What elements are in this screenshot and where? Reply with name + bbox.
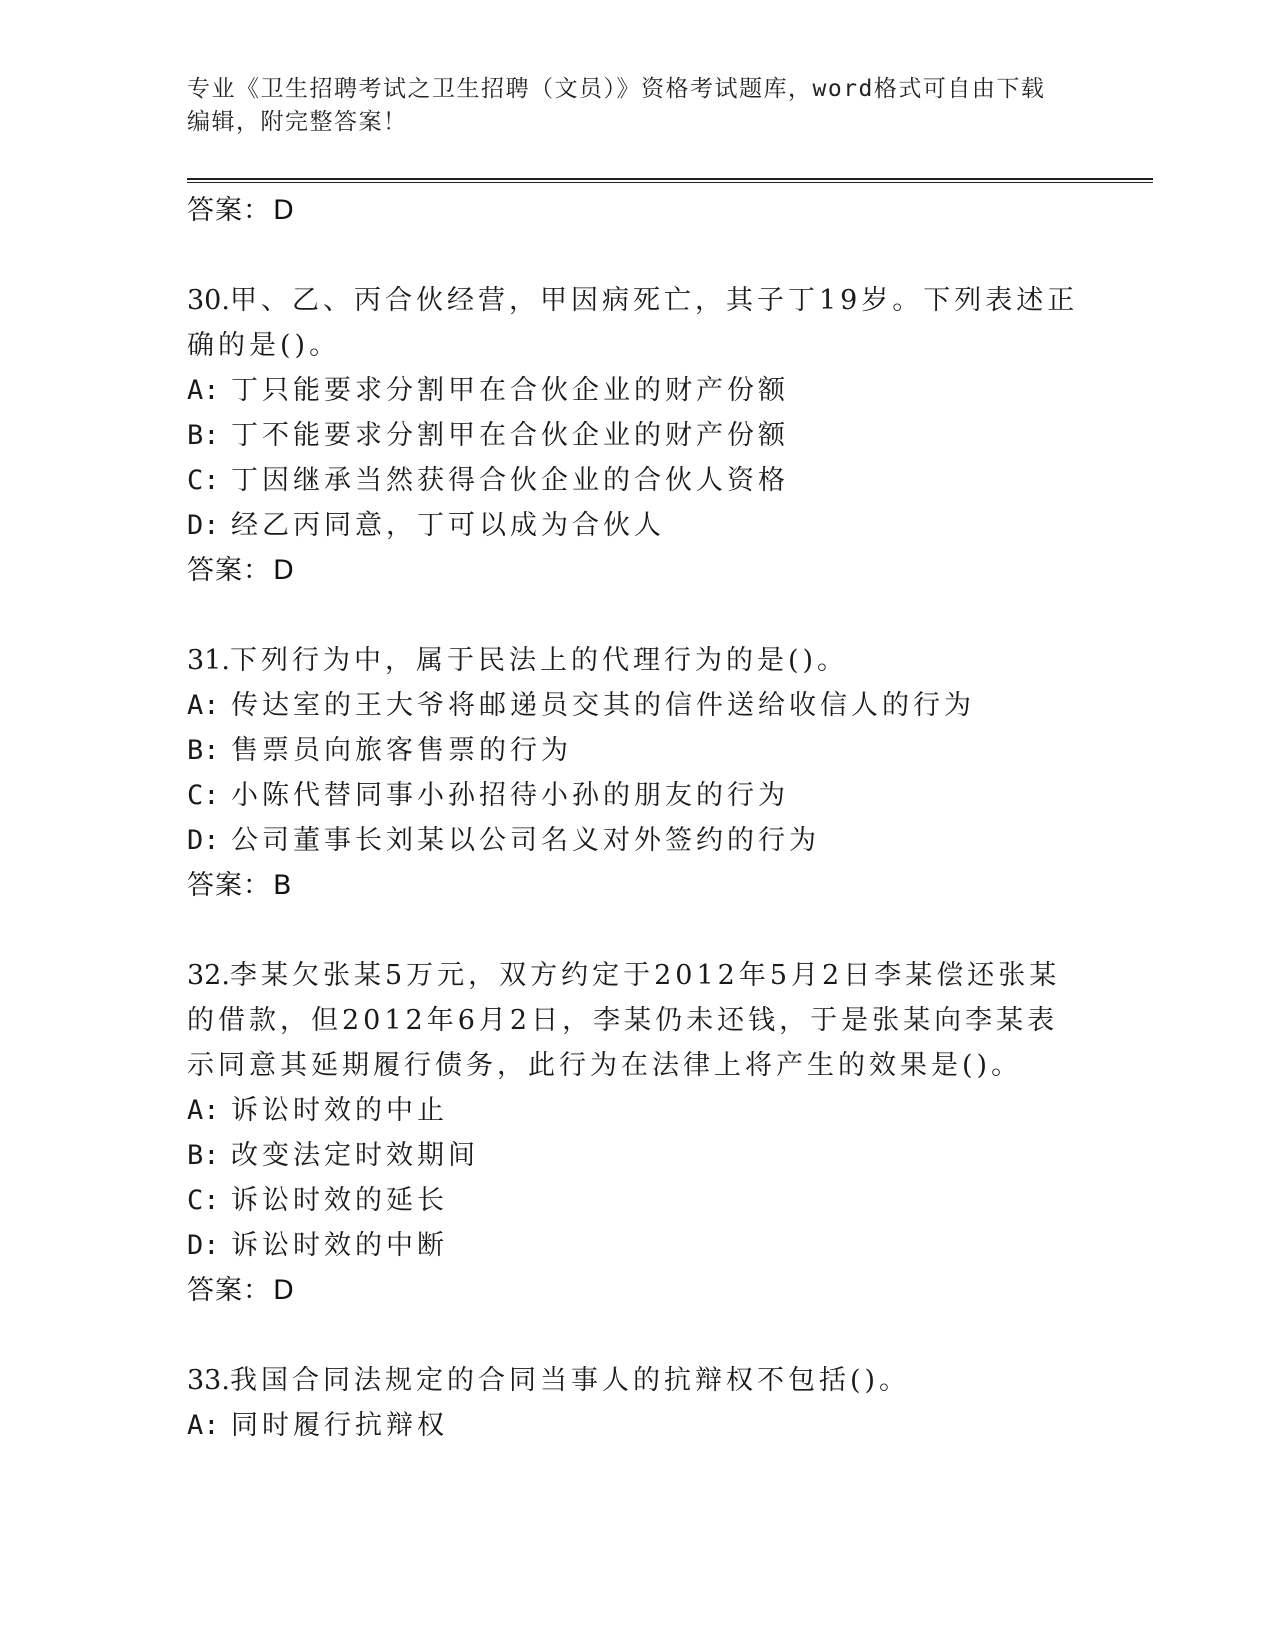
option-letter: D: bbox=[187, 1230, 220, 1261]
header-line-2: 编辑，附完整答案！ bbox=[187, 109, 408, 135]
option-text: 诉讼时效的延长 bbox=[231, 1185, 448, 1216]
question-31 bbox=[187, 638, 1153, 909]
option-a bbox=[187, 368, 1153, 413]
document-header bbox=[187, 73, 1087, 139]
option-text: 诉讼时效的中断 bbox=[231, 1230, 448, 1261]
option-b bbox=[187, 1133, 1153, 1178]
question-text: 我国合同法规定的合同当事人的抗辩权不包括()。 bbox=[229, 1365, 911, 1396]
option-letter: C: bbox=[187, 465, 220, 496]
option-text: 丁因继承当然获得合伙企业的合伙人资格 bbox=[231, 465, 789, 496]
question-list bbox=[187, 188, 1153, 1448]
question-number: 30. bbox=[187, 285, 230, 316]
question-number: 31. bbox=[187, 645, 230, 676]
option-b bbox=[187, 728, 1153, 773]
answer-value: B bbox=[273, 870, 293, 901]
header-divider bbox=[187, 178, 1153, 183]
answer-32 bbox=[187, 1268, 1153, 1314]
answer-value: D bbox=[273, 1275, 295, 1306]
option-text: 经乙丙同意，丁可以成为合伙人 bbox=[231, 510, 665, 541]
answer-30 bbox=[187, 548, 1153, 594]
option-letter: A: bbox=[187, 375, 220, 406]
option-d bbox=[187, 503, 1153, 548]
option-text: 售票员向旅客售票的行为 bbox=[231, 735, 572, 766]
option-text: 改变法定时效期间 bbox=[231, 1140, 479, 1171]
option-letter: A: bbox=[187, 1410, 220, 1441]
question-number: 33. bbox=[187, 1365, 230, 1396]
option-c bbox=[187, 773, 1153, 818]
option-a bbox=[187, 683, 1153, 728]
answer-value: D bbox=[273, 195, 295, 226]
question-stem bbox=[187, 638, 1087, 683]
option-text: 丁不能要求分割甲在合伙企业的财产份额 bbox=[231, 420, 789, 451]
answer-value: D bbox=[273, 555, 295, 586]
question-stem bbox=[187, 953, 1087, 1088]
question-32 bbox=[187, 953, 1153, 1314]
answer-31 bbox=[187, 863, 1153, 909]
answer-label: 答案： bbox=[187, 870, 271, 901]
option-text: 诉讼时效的中止 bbox=[231, 1095, 448, 1126]
answer-label: 答案： bbox=[187, 195, 271, 226]
option-c bbox=[187, 458, 1153, 503]
option-letter: D: bbox=[187, 825, 220, 856]
header-line-1: 专业《卫生招聘考试之卫生招聘（文员）》资格考试题库，word格式可自由下载 bbox=[187, 76, 1046, 102]
question-30 bbox=[187, 278, 1153, 594]
option-text: 传达室的王大爷将邮递员交其的信件送给收信人的行为 bbox=[231, 690, 975, 721]
option-d bbox=[187, 1223, 1153, 1268]
answer-label: 答案： bbox=[187, 1275, 271, 1306]
option-text: 公司董事长刘某以公司名义对外签约的行为 bbox=[231, 825, 820, 856]
option-letter: B: bbox=[187, 1140, 220, 1171]
question-stem bbox=[187, 1358, 1087, 1403]
option-b bbox=[187, 413, 1153, 458]
question-text: 李某欠张某5万元，双方约定于2012年5月2日李某偿还张某的借款，但2012年6月2日，李某仍未还钱，于是张某向李某表示同意其延期履行债务，此行为在法律上将产生的效果是()。 bbox=[187, 960, 1061, 1081]
question-text: 甲、乙、丙合伙经营，甲因病死亡，其子丁19岁。下列表述正确的是()。 bbox=[187, 285, 1079, 361]
option-c bbox=[187, 1178, 1153, 1223]
option-letter: A: bbox=[187, 1095, 220, 1126]
question-stem bbox=[187, 278, 1087, 368]
option-letter: C: bbox=[187, 1185, 220, 1216]
question-text: 下列行为中，属于民法上的代理行为的是()。 bbox=[229, 645, 849, 676]
option-a bbox=[187, 1403, 1153, 1448]
answer-label: 答案： bbox=[187, 555, 271, 586]
option-letter: B: bbox=[187, 420, 220, 451]
question-number: 32. bbox=[187, 960, 230, 991]
option-text: 小陈代替同事小孙招待小孙的朋友的行为 bbox=[231, 780, 789, 811]
option-letter: B: bbox=[187, 735, 220, 766]
option-d bbox=[187, 818, 1153, 863]
option-letter: D: bbox=[187, 510, 220, 541]
option-a bbox=[187, 1088, 1153, 1133]
answer-29 bbox=[187, 188, 1153, 234]
option-letter: C: bbox=[187, 780, 220, 811]
option-text: 丁只能要求分割甲在合伙企业的财产份额 bbox=[231, 375, 789, 406]
option-text: 同时履行抗辩权 bbox=[231, 1410, 448, 1441]
question-33 bbox=[187, 1358, 1153, 1448]
option-letter: A: bbox=[187, 690, 220, 721]
